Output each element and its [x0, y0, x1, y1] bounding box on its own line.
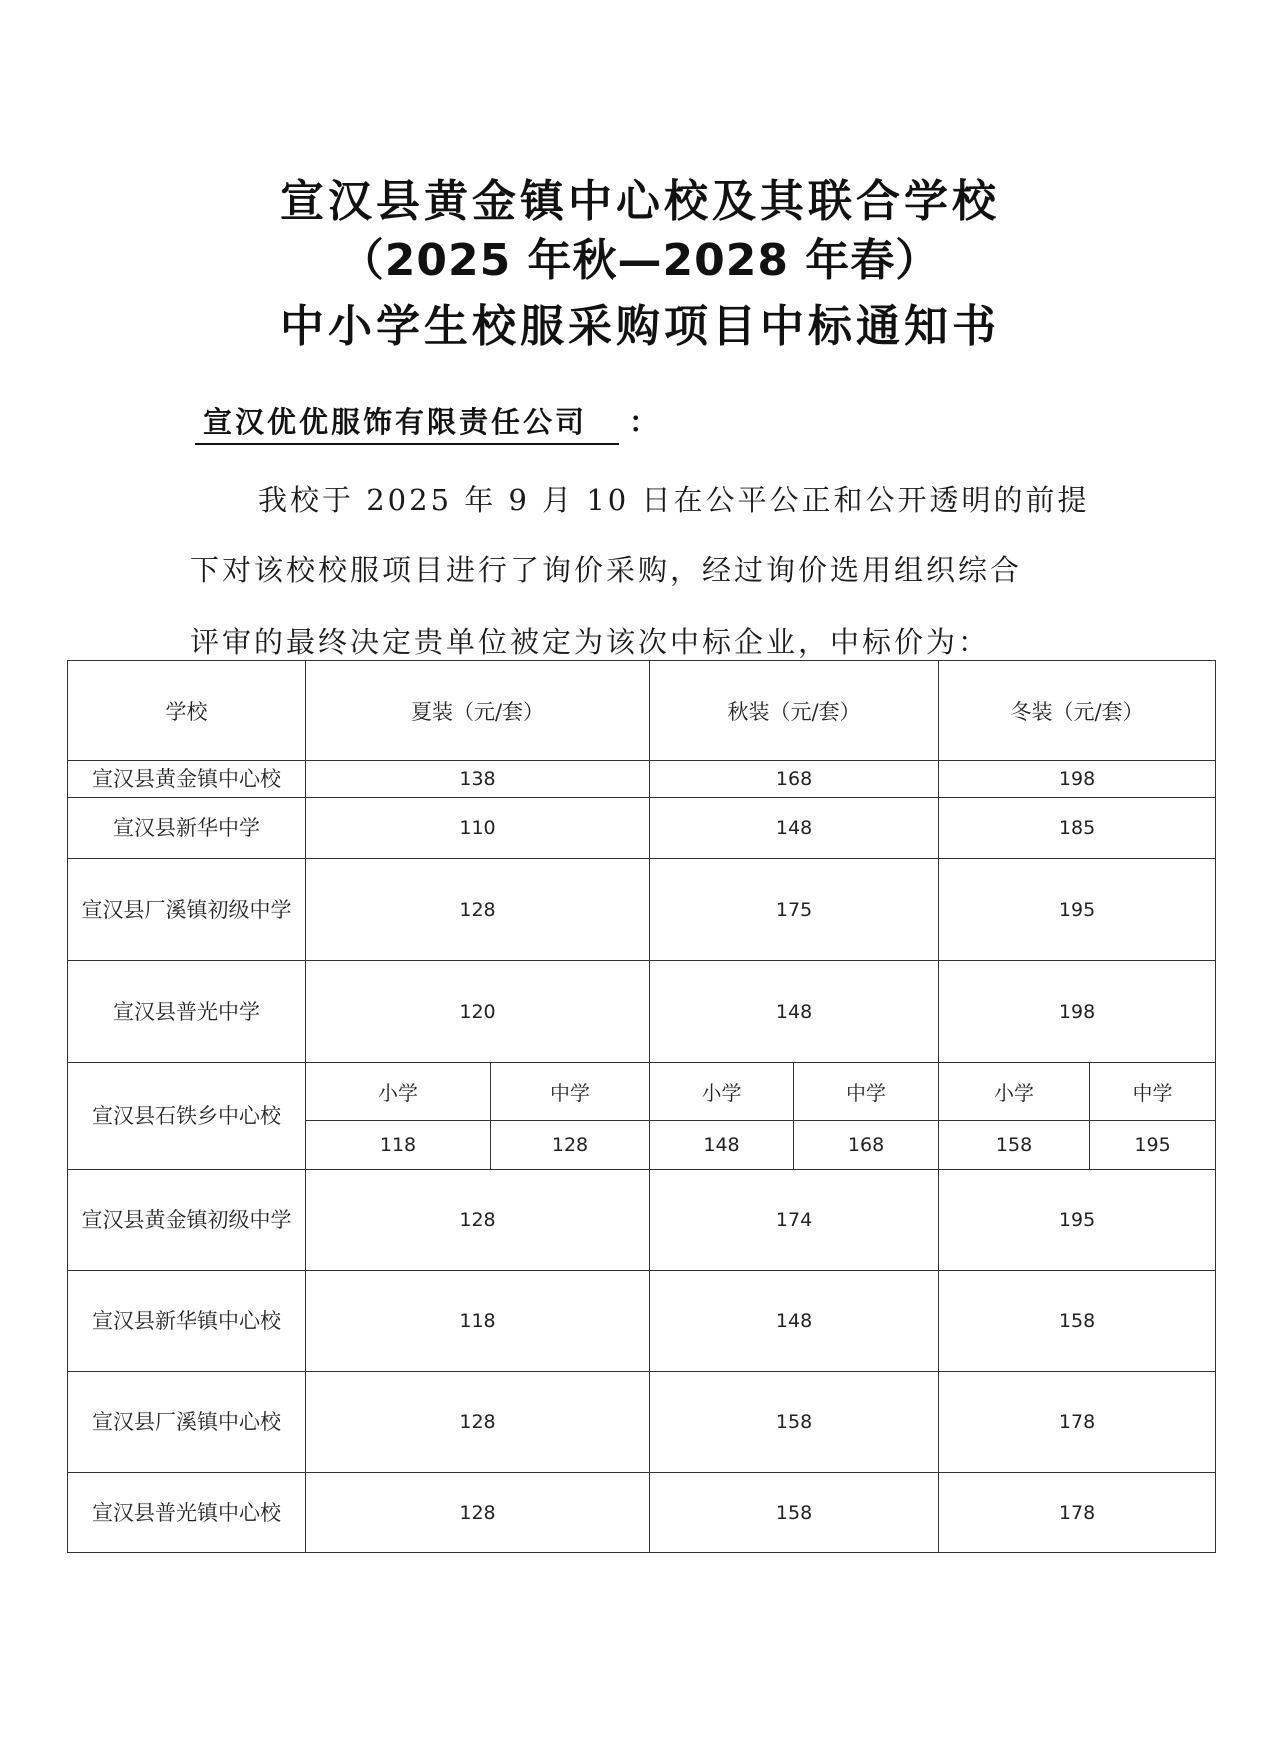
winter-price: 195 [939, 859, 1216, 961]
autumn-price: 148 [650, 961, 939, 1063]
table-row [68, 1473, 1216, 1553]
summer-price: 128 [306, 1473, 650, 1553]
winter-price: 178 [939, 1473, 1216, 1553]
autumn-price: 158 [650, 1372, 939, 1473]
header-summer: 夏装（元/套） [306, 661, 650, 761]
autumn-price: 148 [650, 1271, 939, 1372]
winter-primary-label: 小学 [939, 1063, 1090, 1121]
summer-price: 120 [306, 961, 650, 1063]
winter-price: 185 [939, 798, 1216, 859]
table-row [68, 798, 1216, 859]
school-name: 宣汉县厂溪镇初级中学 [68, 859, 306, 961]
header-winter: 冬装（元/套） [939, 661, 1216, 761]
addressee [195, 400, 661, 445]
autumn-middle-price: 168 [794, 1121, 939, 1170]
table-row [68, 1372, 1216, 1473]
summer-primary-price: 118 [306, 1121, 491, 1170]
table-row [68, 1063, 1216, 1121]
autumn-price: 148 [650, 798, 939, 859]
autumn-price: 158 [650, 1473, 939, 1553]
school-name: 宣汉县新华镇中心校 [68, 1271, 306, 1372]
autumn-primary-price: 148 [650, 1121, 794, 1170]
summer-price: 110 [306, 798, 650, 859]
school-name: 宣汉县黄金镇初级中学 [68, 1170, 306, 1271]
winter-price: 178 [939, 1372, 1216, 1473]
winter-price: 195 [939, 1170, 1216, 1271]
school-name: 宣汉县厂溪镇中心校 [68, 1372, 306, 1473]
winter-primary-price: 158 [939, 1121, 1090, 1170]
autumn-price: 174 [650, 1170, 939, 1271]
autumn-price: 175 [650, 859, 939, 961]
autumn-middle-label: 中学 [794, 1063, 939, 1121]
table-row [68, 761, 1216, 798]
addressee-colon: ： [629, 405, 662, 439]
summer-price: 128 [306, 1170, 650, 1271]
notice-title-line-1: 宣汉县黄金镇中心校及其联合学校 [280, 176, 1000, 227]
school-name: 宣汉县黄金镇中心校 [68, 761, 306, 798]
notice-title-line-3: 中小学生校服采购项目中标通知书 [280, 301, 1000, 352]
table-row [68, 859, 1216, 961]
table-row [68, 1170, 1216, 1271]
winter-price: 158 [939, 1271, 1216, 1372]
table-row [68, 1271, 1216, 1372]
addressee-company: 宣汉优优服饰有限责任公司 [195, 400, 619, 445]
body-text-line-2: 下对该校校服项目进行了询价采购，经过询价选用组织综合 [190, 553, 1023, 587]
summer-price: 128 [306, 1372, 650, 1473]
school-name: 宣汉县普光镇中心校 [68, 1473, 306, 1553]
winter-middle-label: 中学 [1090, 1063, 1216, 1121]
autumn-price: 168 [650, 761, 939, 798]
table-row [68, 961, 1216, 1063]
summer-price: 118 [306, 1271, 650, 1372]
table-header-row [68, 661, 1216, 761]
header-autumn: 秋装（元/套） [650, 661, 939, 761]
winter-price: 198 [939, 761, 1216, 798]
notice-title-line-2: （2025 年秋—2028 年春） [339, 235, 941, 286]
price-table [67, 660, 1216, 1553]
summer-primary-label: 小学 [306, 1063, 491, 1121]
summer-middle-label: 中学 [491, 1063, 650, 1121]
school-name: 宣汉县石铁乡中心校 [68, 1063, 306, 1170]
summer-price: 138 [306, 761, 650, 798]
body-text-line-3: 评审的最终决定贵单位被定为该次中标企业，中标价为： [190, 625, 991, 659]
summer-price: 128 [306, 859, 650, 961]
school-name: 宣汉县普光中学 [68, 961, 306, 1063]
body-text-line-1: 我校于 2025 年 9 月 10 日在公平公正和公开透明的前提 [258, 483, 1090, 517]
school-name: 宣汉县新华中学 [68, 798, 306, 859]
header-school: 学校 [68, 661, 306, 761]
summer-middle-price: 128 [491, 1121, 650, 1170]
winter-middle-price: 195 [1090, 1121, 1216, 1170]
autumn-primary-label: 小学 [650, 1063, 794, 1121]
winter-price: 198 [939, 961, 1216, 1063]
